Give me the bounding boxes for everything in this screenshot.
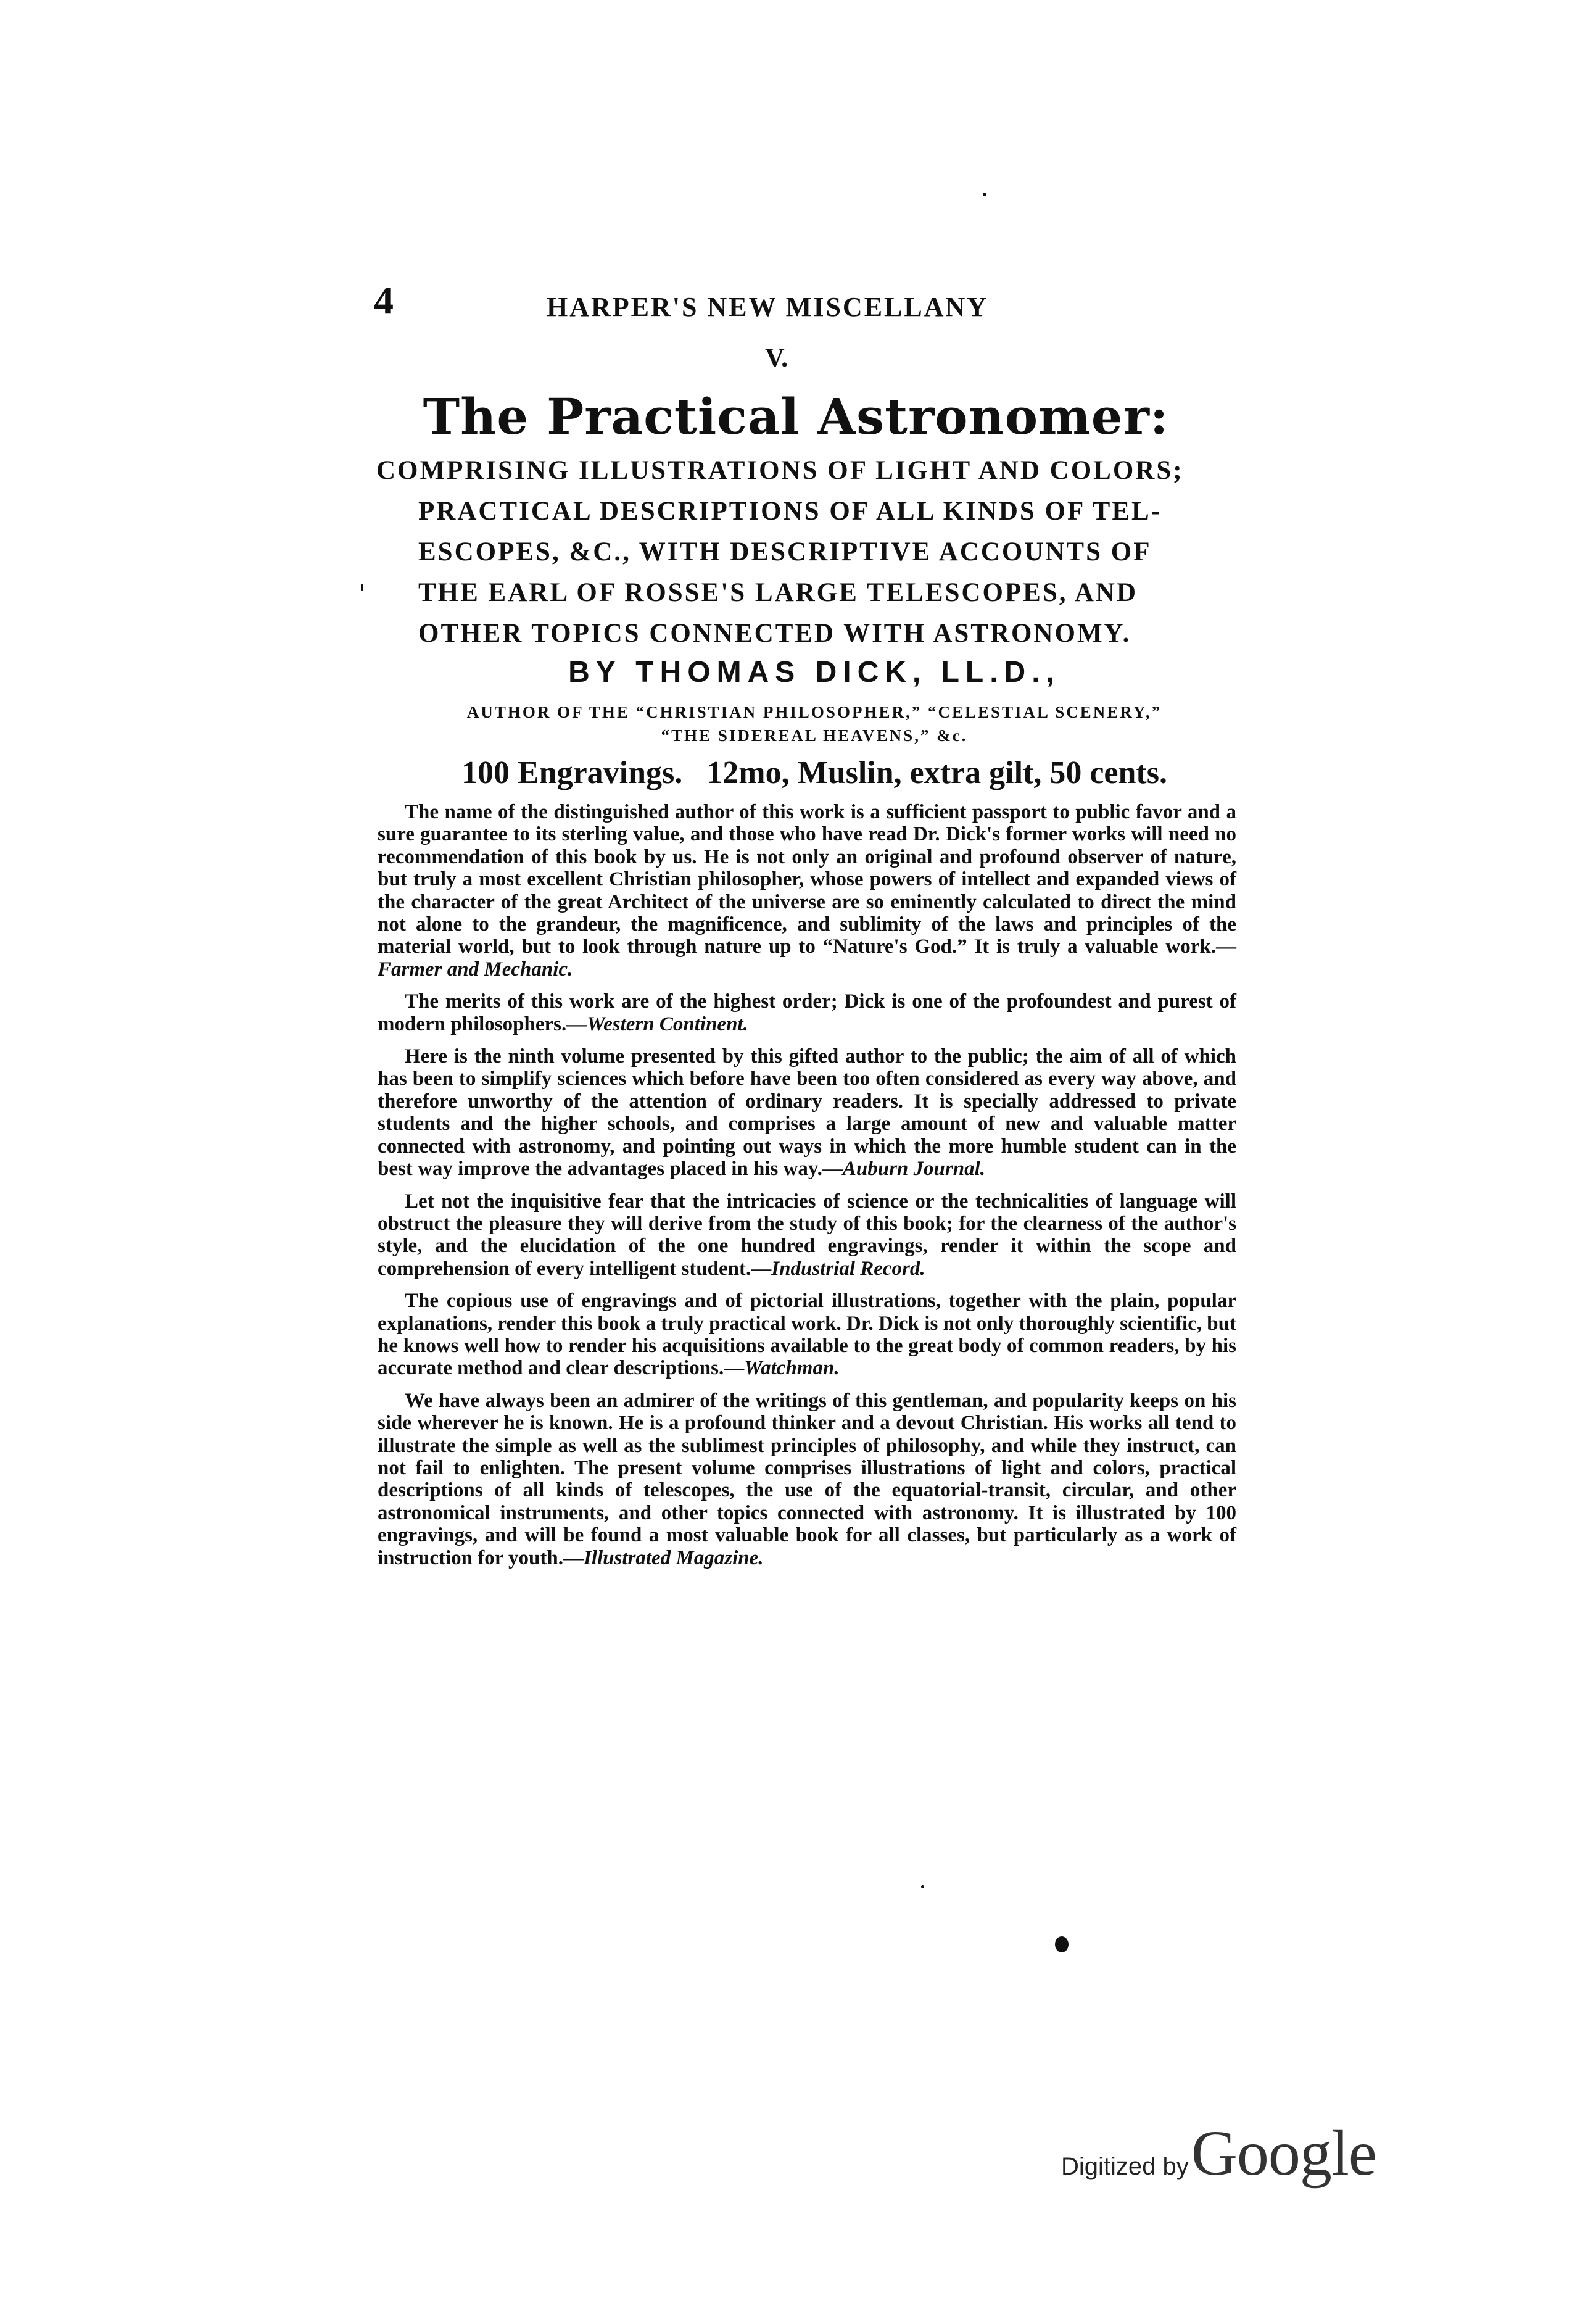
review-source: Illustrated Magazine.: [584, 1546, 764, 1569]
review: [378, 1290, 1236, 1380]
margin-speck: [361, 584, 363, 591]
review: [378, 1190, 1236, 1280]
book-subtitle: [376, 450, 1252, 654]
review-source: Industrial Record.: [771, 1257, 925, 1280]
author-credits-line: AUTHOR OF THE “CHRISTIAN PHILOSOPHER,” “CELESTIAL SCENERY,”: [466, 703, 1162, 721]
digitized-by-text: Digitized by: [1061, 2153, 1189, 2180]
author-credits: [376, 700, 1252, 747]
review-text: Here is the ninth volume presented by this gifted author to the public; the aim of all of which has been to simplify sciences which before have been too often considered as every way above, and therefore unworthy of the attention of ordinary readers. It is specially addressed to private students and the higher schools, and comprises a large amount of new and valuable matter connected with astronomy, and pointing out ways in which the more humble student can in the best way improve the advantages placed in his way.—: [378, 1045, 1236, 1180]
review: [378, 990, 1236, 1035]
review-text: Let not the inquisitive fear that the intricacies of science or the technicalities of language will obstruct the pleasure they will derive from the study of this book; for the clearness of the author's style, and the elucidation of the one hundred engravings, render it within the scope and comprehension of every intelligent student.—: [378, 1190, 1236, 1280]
review-source: Watchman.: [744, 1357, 840, 1380]
review-text: The merits of this work are of the highest order; Dick is one of the profoundest and purest of modern philosophers.—: [378, 990, 1236, 1035]
top-speck: [983, 193, 986, 196]
review-list: [378, 801, 1236, 1579]
subtitle-line: OTHER TOPICS CONNECTED WITH ASTRONOMY.: [418, 619, 1131, 648]
subtitle-line: COMPRISING ILLUSTRATIONS OF LIGHT AND COLORS;: [376, 456, 1184, 485]
review: [378, 1045, 1236, 1180]
ink-blot: [1055, 1936, 1069, 1952]
section-number: V.: [765, 342, 788, 373]
review: [378, 1390, 1236, 1569]
subtitle-line: ESCOPES, &C., WITH DESCRIPTIVE ACCOUNTS OF: [418, 537, 1152, 566]
lower-speck: [921, 1885, 924, 1888]
subtitle-line: PRACTICAL DESCRIPTIONS OF ALL KINDS OF TEL-: [418, 497, 1162, 526]
page-number: 4: [374, 278, 394, 322]
review-source: Farmer and Mechanic.: [378, 958, 573, 981]
subtitle-line: THE EARL OF ROSSE'S LARGE TELESCOPES, AND: [418, 578, 1138, 607]
review-source: Western Continent.: [587, 1013, 748, 1035]
engravings-count: 100 Engravings.: [461, 755, 683, 790]
review-source: Auburn Journal.: [842, 1158, 986, 1180]
author-credits-line: “THE SIDEREAL HEAVENS,” &c.: [661, 726, 968, 745]
review-text: The copious use of engravings and of pictorial illustrations, together with the plain, popular explanations, render this book a truly practical work. Dr. Dick is not only thoroughly scientific, but he knows well how to render his acquisitions available to the great body of common readers, by his accurate method and clear descriptions.—: [378, 1290, 1236, 1380]
book-title: The Practical Astronomer:: [423, 388, 1169, 446]
running-head: [374, 278, 1238, 328]
price-line: [376, 752, 1252, 795]
format-and-price: 12mo, Muslin, extra gilt, 50 cents.: [706, 755, 1167, 790]
author-line: BY THOMAS DICK, LL.D.,: [568, 656, 1061, 689]
review-text: We have always been an admirer of the writings of this gentleman, and popularity keeps on his side wherever he is known. He is a profound thinker and a devout Christian. His works all tend to illustrate the simple as well as the sublimest principles of philosophy, and while they instruct, can not fail to enlighten. The present volume comprises illustrations of light and colors, practical descriptions of all kinds of telescopes, the use of the equatorial-transit, circular, and other astronomical instruments, and other topics connected with astronomy. It is illustrated by 100 engravings, and will be found a most valuable book for all classes, but particularly as a work of instruction for youth.—: [378, 1389, 1236, 1569]
google-logo: Google: [1191, 2118, 1376, 2189]
running-title: HARPER'S NEW MISCELLANY: [547, 292, 989, 322]
review: [378, 801, 1236, 981]
review-text: The name of the distinguished author of this work is a sufficient passport to public favor and a sure guarantee to its sterling value, and those who have read Dr. Dick's former works will need no recommendation of this book by us. He is not only an original and profound observer of nature, but truly a most excellent Christian philosopher, whose powers of intellect and expanded views of the character of the great Architect of the universe are so eminently calculated to direct the mind not alone to the grandeur, the magnificence, and sublimity of the laws and principles of the material world, but to look through nature up to “Nature's God.” It is truly a valuable work.—: [378, 801, 1236, 958]
digitized-by-google-watermark: [1061, 2117, 1407, 2189]
